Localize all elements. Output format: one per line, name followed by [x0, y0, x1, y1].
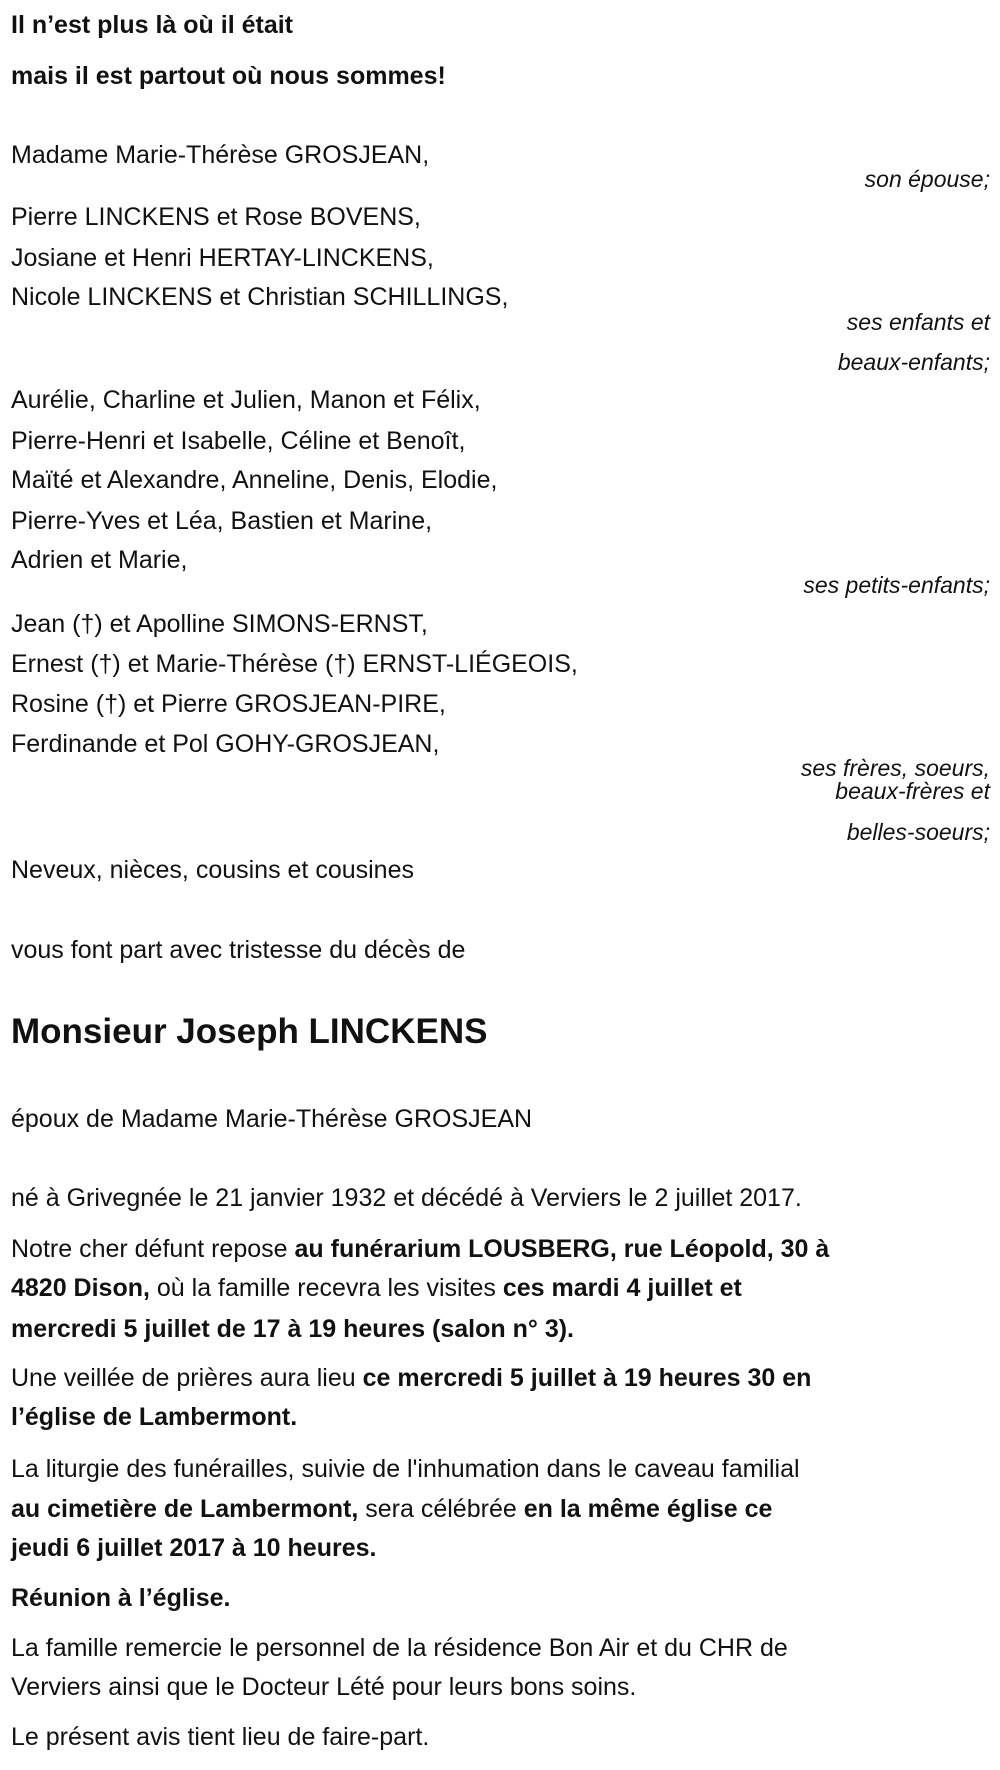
announcement-text: vous font part avec tristesse du décès de: [11, 936, 466, 964]
paragraph-line: La famille remercie le personnel de la résidence Bon Air et du CHR de: [11, 1634, 788, 1662]
family-name-line: Maïté et Alexandre, Anneline, Denis, Elodie,: [11, 466, 498, 494]
family-name-line: Pierre-Yves et Léa, Bastien et Marine,: [11, 507, 433, 535]
birth-death: né à Grivegnée le 21 janvier 1932 et décédé à Verviers le 2 juillet 2017.: [11, 1184, 802, 1212]
meeting-note: Réunion à l’église.: [11, 1584, 231, 1612]
paragraph-line: [11, 1363, 811, 1393]
visit-dates: ces mardi 4 juillet et: [502, 1274, 742, 1302]
text: sera célébrée: [358, 1495, 524, 1523]
vigil-time: ce mercredi 5 juillet à 19 heures 30 en: [362, 1364, 812, 1392]
paragraph-line: La liturgie des funérailles, suivie de l'inhumation dans le caveau familial: [11, 1455, 800, 1483]
family-name-line: Pierre-Henri et Isabelle, Céline et Benoît,: [11, 427, 466, 455]
family-name-line: Nicole LINCKENS et Christian SCHILLINGS,: [11, 283, 509, 311]
heading-line: mais il est partout où nous sommes!: [11, 62, 446, 90]
relation-label: beaux-frères et: [835, 778, 990, 804]
text: Une veillée de prières aura lieu: [11, 1364, 363, 1392]
relation-label: ses enfants et: [846, 309, 990, 335]
family-name-line: Adrien et Marie,: [11, 546, 188, 574]
paragraph-line: [11, 1273, 742, 1303]
family-name-line: Pierre LINCKENS et Rose BOVENS,: [11, 203, 421, 231]
ceremony-date: jeudi 6 juillet 2017 à 10 heures.: [11, 1534, 377, 1562]
family-name-line: Madame Marie-Thérèse GROSJEAN,: [11, 141, 430, 169]
text: où la famille recevra les visites: [149, 1274, 503, 1302]
deceased-name: Monsieur Joseph LINCKENS: [11, 1012, 488, 1051]
spouse-of: époux de Madame Marie-Thérèse GROSJEAN: [11, 1105, 533, 1133]
paragraph-line: Verviers ainsi que le Docteur Lété pour leurs bons soins.: [11, 1673, 637, 1701]
family-name-line: Rosine (†) et Pierre GROSJEAN-PIRE,: [11, 690, 446, 718]
relation-label: beaux-enfants;: [837, 349, 990, 375]
funeral-home: au funérarium LOUSBERG, rue Léopold, 30 à: [294, 1235, 830, 1263]
paragraph-line: [11, 1234, 829, 1264]
family-name-line: Jean (†) et Apolline SIMONS-ERNST,: [11, 610, 428, 638]
ceremony-place: en la même église ce: [523, 1495, 773, 1523]
relation-label: ses frères, soeurs,: [800, 755, 990, 781]
text: Notre cher défunt repose: [11, 1235, 295, 1263]
relation-label: ses petits-enfants;: [803, 572, 990, 598]
notice-line: Le présent avis tient lieu de faire-part.: [11, 1723, 430, 1751]
family-name-line: Ernest (†) et Marie-Thérèse (†) ERNST-LIÉGEOIS,: [11, 650, 578, 678]
other-relatives: Neveux, nièces, cousins et cousines: [11, 856, 414, 884]
paragraph-line: [11, 1494, 772, 1524]
visit-dates-cont: mercredi 5 juillet de 17 à 19 heures (salon n° 3).: [11, 1315, 575, 1343]
family-name-line: Aurélie, Charline et Julien, Manon et Félix,: [11, 386, 481, 414]
heading-line: Il n’est plus là où il était: [11, 11, 293, 39]
relation-label: son épouse;: [864, 166, 990, 192]
cemetery: au cimetière de Lambermont,: [11, 1495, 359, 1523]
relation-label: belles-soeurs;: [846, 819, 990, 845]
funeral-home-city: 4820 Dison,: [11, 1274, 150, 1302]
family-name-line: Ferdinande et Pol GOHY-GROSJEAN,: [11, 730, 440, 758]
vigil-place: l’église de Lambermont.: [11, 1403, 298, 1431]
family-name-line: Josiane et Henri HERTAY-LINCKENS,: [11, 244, 434, 272]
